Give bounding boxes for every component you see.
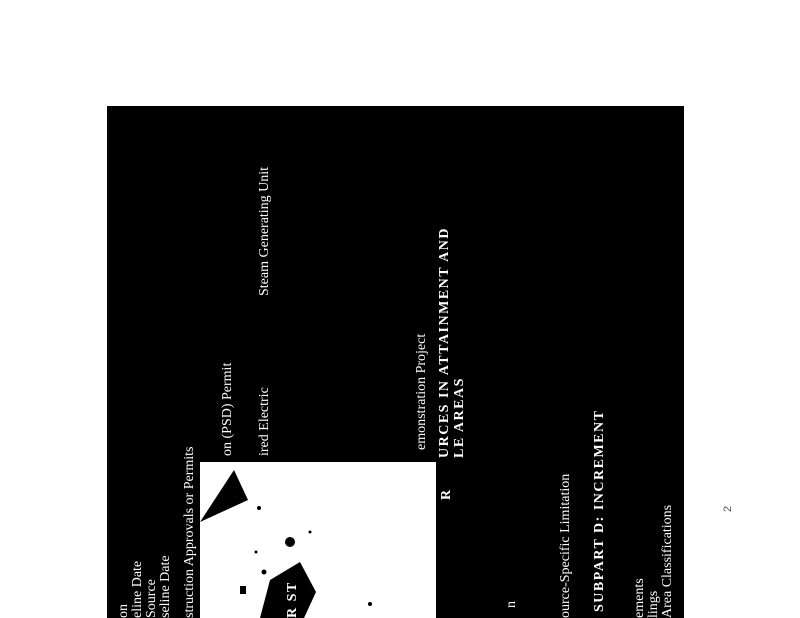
doc-line: n (504, 601, 519, 608)
patch-text: R ST (285, 581, 300, 618)
patch-artifacts (200, 462, 436, 618)
doc-line: Source (144, 579, 159, 618)
page-number: 2 (722, 505, 734, 512)
white-overlay-patch (200, 462, 436, 618)
rotated-document-scan (107, 106, 684, 618)
doc-line: ource-Specific Limitation (558, 473, 573, 618)
doc-line: Area Classifications (660, 504, 675, 618)
doc-line: ired Electric (257, 387, 272, 456)
doc-line: emonstration Project (414, 333, 429, 450)
section-heading: LE AREAS (452, 377, 467, 458)
page-number-box (708, 448, 748, 568)
doc-line: on (116, 604, 131, 618)
doc-line: eline Date (130, 560, 145, 618)
doc-line: seline Date (158, 555, 173, 618)
doc-line: struction Approvals or Permits (182, 446, 197, 618)
section-heading: SUBPART D: INCREMENT (592, 409, 607, 612)
doc-line: on (PSD) Permit (220, 362, 235, 456)
doc-line: lings (646, 590, 661, 618)
section-heading: URCES IN ATTAINMENT AND (437, 227, 452, 458)
doc-line: Steam Generating Unit (257, 166, 272, 296)
section-heading-prefix: R (439, 488, 454, 500)
doc-line: ements (632, 578, 647, 618)
